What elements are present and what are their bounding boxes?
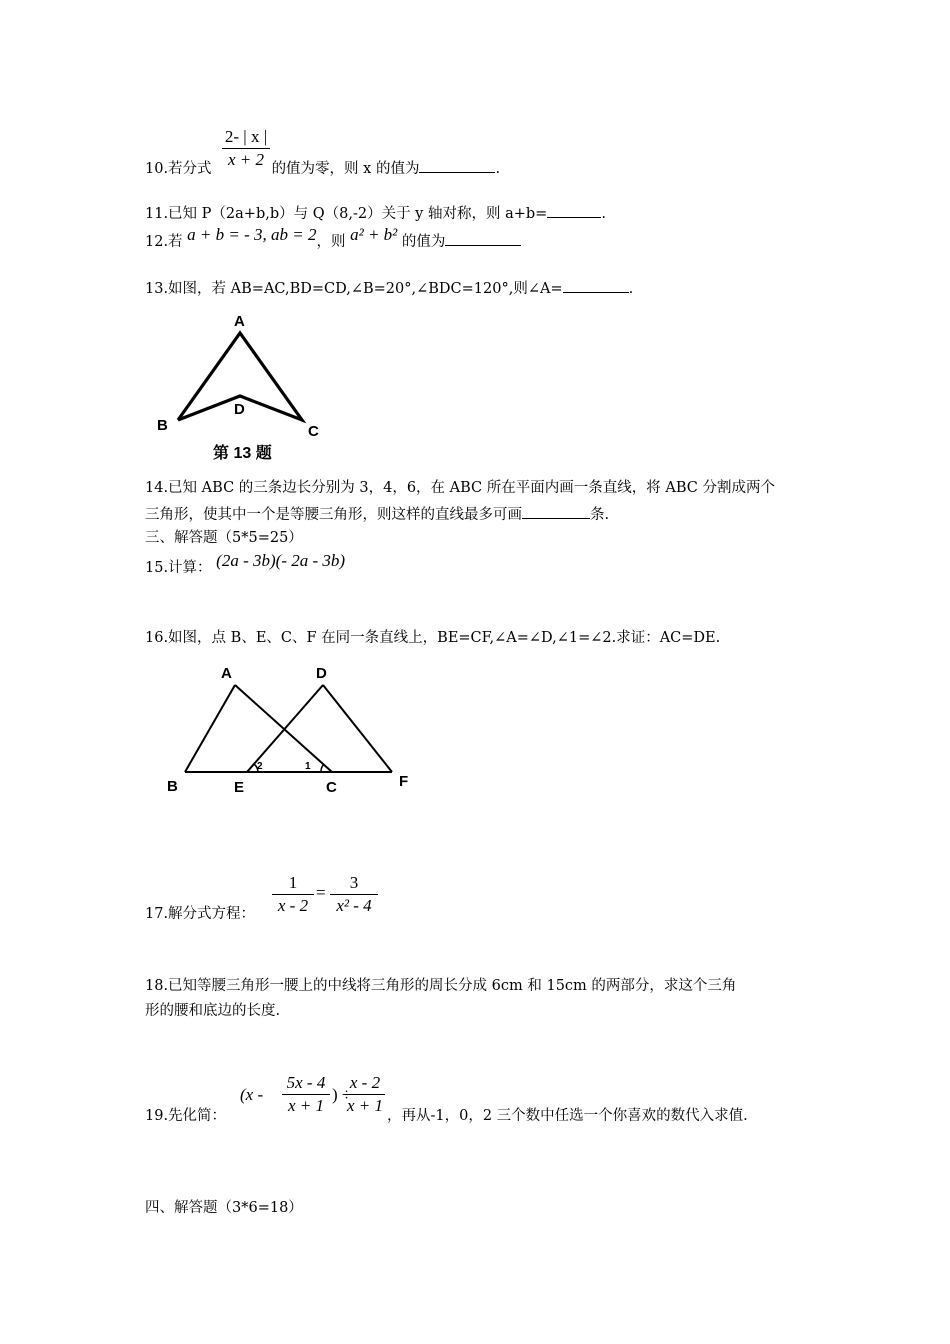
q10-suffix: 的值为零，则 x 的值为 xyxy=(271,161,420,177)
q16-segment-de xyxy=(247,685,323,772)
q17-left-denominator: x - 2 xyxy=(277,896,309,915)
q19-open-text: (x - xyxy=(240,1085,264,1104)
q14-text-1: 14.已知 ABC 的三条边长分别为 3，4，6，在 ABC 所在平面内画一条直线，将 ABC 分割成两个 xyxy=(145,480,775,496)
q17-right-numerator: 3 xyxy=(349,873,359,892)
q19-divide-text: ) ÷ xyxy=(332,1085,352,1104)
q15-line xyxy=(145,551,346,578)
q15-expression: (2a - 3b)(- 2a - 3b) xyxy=(216,551,346,570)
q10-denominator: x + 2 xyxy=(227,150,265,169)
q14-text-2: 三角形，使其中一个是等腰三角形，则这样的直线最多可画 xyxy=(145,507,522,523)
q16-label-angle-2: 2 xyxy=(257,761,263,772)
q17-left-fraction xyxy=(272,872,314,917)
q18-line-1 xyxy=(145,976,736,996)
q19-line xyxy=(145,1106,226,1126)
q11-end: . xyxy=(601,206,606,222)
q14-answer-blank[interactable] xyxy=(522,504,590,519)
q17-equals xyxy=(316,883,326,903)
q11-text: 11.已知 P（2a+b,b）与 Q（8,-2）关于 y 轴对称，则 a+b= xyxy=(145,206,548,222)
q17-line xyxy=(145,904,255,924)
q13-label-c: C xyxy=(308,423,319,440)
q14-line-2 xyxy=(145,504,609,525)
q10-prefix: 10.若分式 xyxy=(145,161,212,177)
q13-label-b: B xyxy=(157,417,168,434)
q19-fraction-2-denominator: x + 1 xyxy=(346,1096,384,1115)
q12-mid: ，则 xyxy=(316,234,346,250)
section-4-title xyxy=(145,1198,303,1218)
q19-open xyxy=(240,1085,263,1105)
q10-line xyxy=(145,158,500,179)
q16-segment-ab xyxy=(185,685,235,772)
q13-text: 13.如图，若 AB=AC,BD=CD,∠B=20°,∠BDC=120°,则∠A= xyxy=(145,281,563,297)
q16-figure xyxy=(155,660,425,800)
q16-text: 16.如图，点 B、E、C、F 在同一条直线上，BE=CF,∠A=∠D,∠1=∠2.求证：AC=DE. xyxy=(145,630,721,646)
q17-right-fraction xyxy=(330,872,378,917)
q12-line xyxy=(145,225,521,252)
q19-fraction-1-numerator: 5x - 4 xyxy=(286,1073,326,1092)
q19-fraction-2-numerator: x - 2 xyxy=(349,1073,381,1092)
q17-left-numerator: 1 xyxy=(288,873,298,892)
q17-prefix: 17.解分式方程： xyxy=(145,906,256,922)
q16-label-angle-1: 1 xyxy=(305,761,311,772)
q19-fraction-2 xyxy=(345,1072,385,1117)
q10-end: . xyxy=(495,161,501,177)
q16-line xyxy=(145,628,720,648)
q19-suffix: ，再从-1，0，2 三个数中任选一个你喜欢的数代入求值. xyxy=(387,1108,748,1124)
q19-fraction-1-denominator: x + 1 xyxy=(287,1096,325,1115)
q13-answer-blank[interactable] xyxy=(563,278,629,293)
q16-label-b: B xyxy=(167,778,178,795)
q16-label-a: A xyxy=(221,665,232,682)
q19-line-suffix xyxy=(387,1106,748,1126)
q17-equals-sign: = xyxy=(316,883,326,902)
q14-end: 条. xyxy=(590,507,610,523)
q11-line xyxy=(145,203,606,224)
q16-angle-1-arc xyxy=(321,764,324,772)
q13-end: . xyxy=(628,281,634,297)
q15-prefix: 15.计算： xyxy=(145,560,212,576)
q17-right-denominator: x² - 4 xyxy=(336,896,372,915)
q16-label-c: C xyxy=(326,779,337,796)
q12-answer-blank[interactable] xyxy=(445,231,521,246)
q18-line-2 xyxy=(145,1001,280,1021)
q11-answer-blank[interactable] xyxy=(547,203,601,218)
q19-fraction-1 xyxy=(282,1072,330,1117)
section-4-title-text: 四、解答题（3*6=18） xyxy=(145,1200,303,1216)
q19-prefix: 19.先化简： xyxy=(145,1108,227,1124)
q12-suffix: 的值为 xyxy=(401,234,446,250)
q10-numerator: 2- | x | xyxy=(224,127,268,146)
q13-figure xyxy=(145,308,330,468)
q14-line-1 xyxy=(145,478,775,498)
q12-prefix: 12.若 xyxy=(145,234,183,250)
q16-segment-df xyxy=(323,685,392,772)
section-3-title xyxy=(145,528,303,548)
q13-label-a: A xyxy=(234,313,245,330)
q12-expression: a² + b² xyxy=(350,225,398,244)
q16-label-f: F xyxy=(399,773,409,790)
q18-text-2: 形的腰和底边的长度. xyxy=(145,1003,281,1019)
q18-text-1: 18.已知等腰三角形一腰上的中线将三角形的周长分成 6cm 和 15cm 的两部分，求这个三角 xyxy=(145,978,737,994)
q13-line xyxy=(145,278,633,299)
q13-label-d: D xyxy=(234,401,245,418)
q16-label-e: E xyxy=(234,779,245,796)
q12-condition: a + b = - 3, ab = 2 xyxy=(187,225,317,244)
q13-figure-caption: 第 13 题 xyxy=(213,445,272,462)
section-3-title-text: 三、解答题（5*5=25） xyxy=(145,530,303,546)
q10-answer-blank[interactable] xyxy=(419,158,495,173)
q16-segment-ac xyxy=(235,685,332,772)
q16-label-d: D xyxy=(316,665,327,682)
